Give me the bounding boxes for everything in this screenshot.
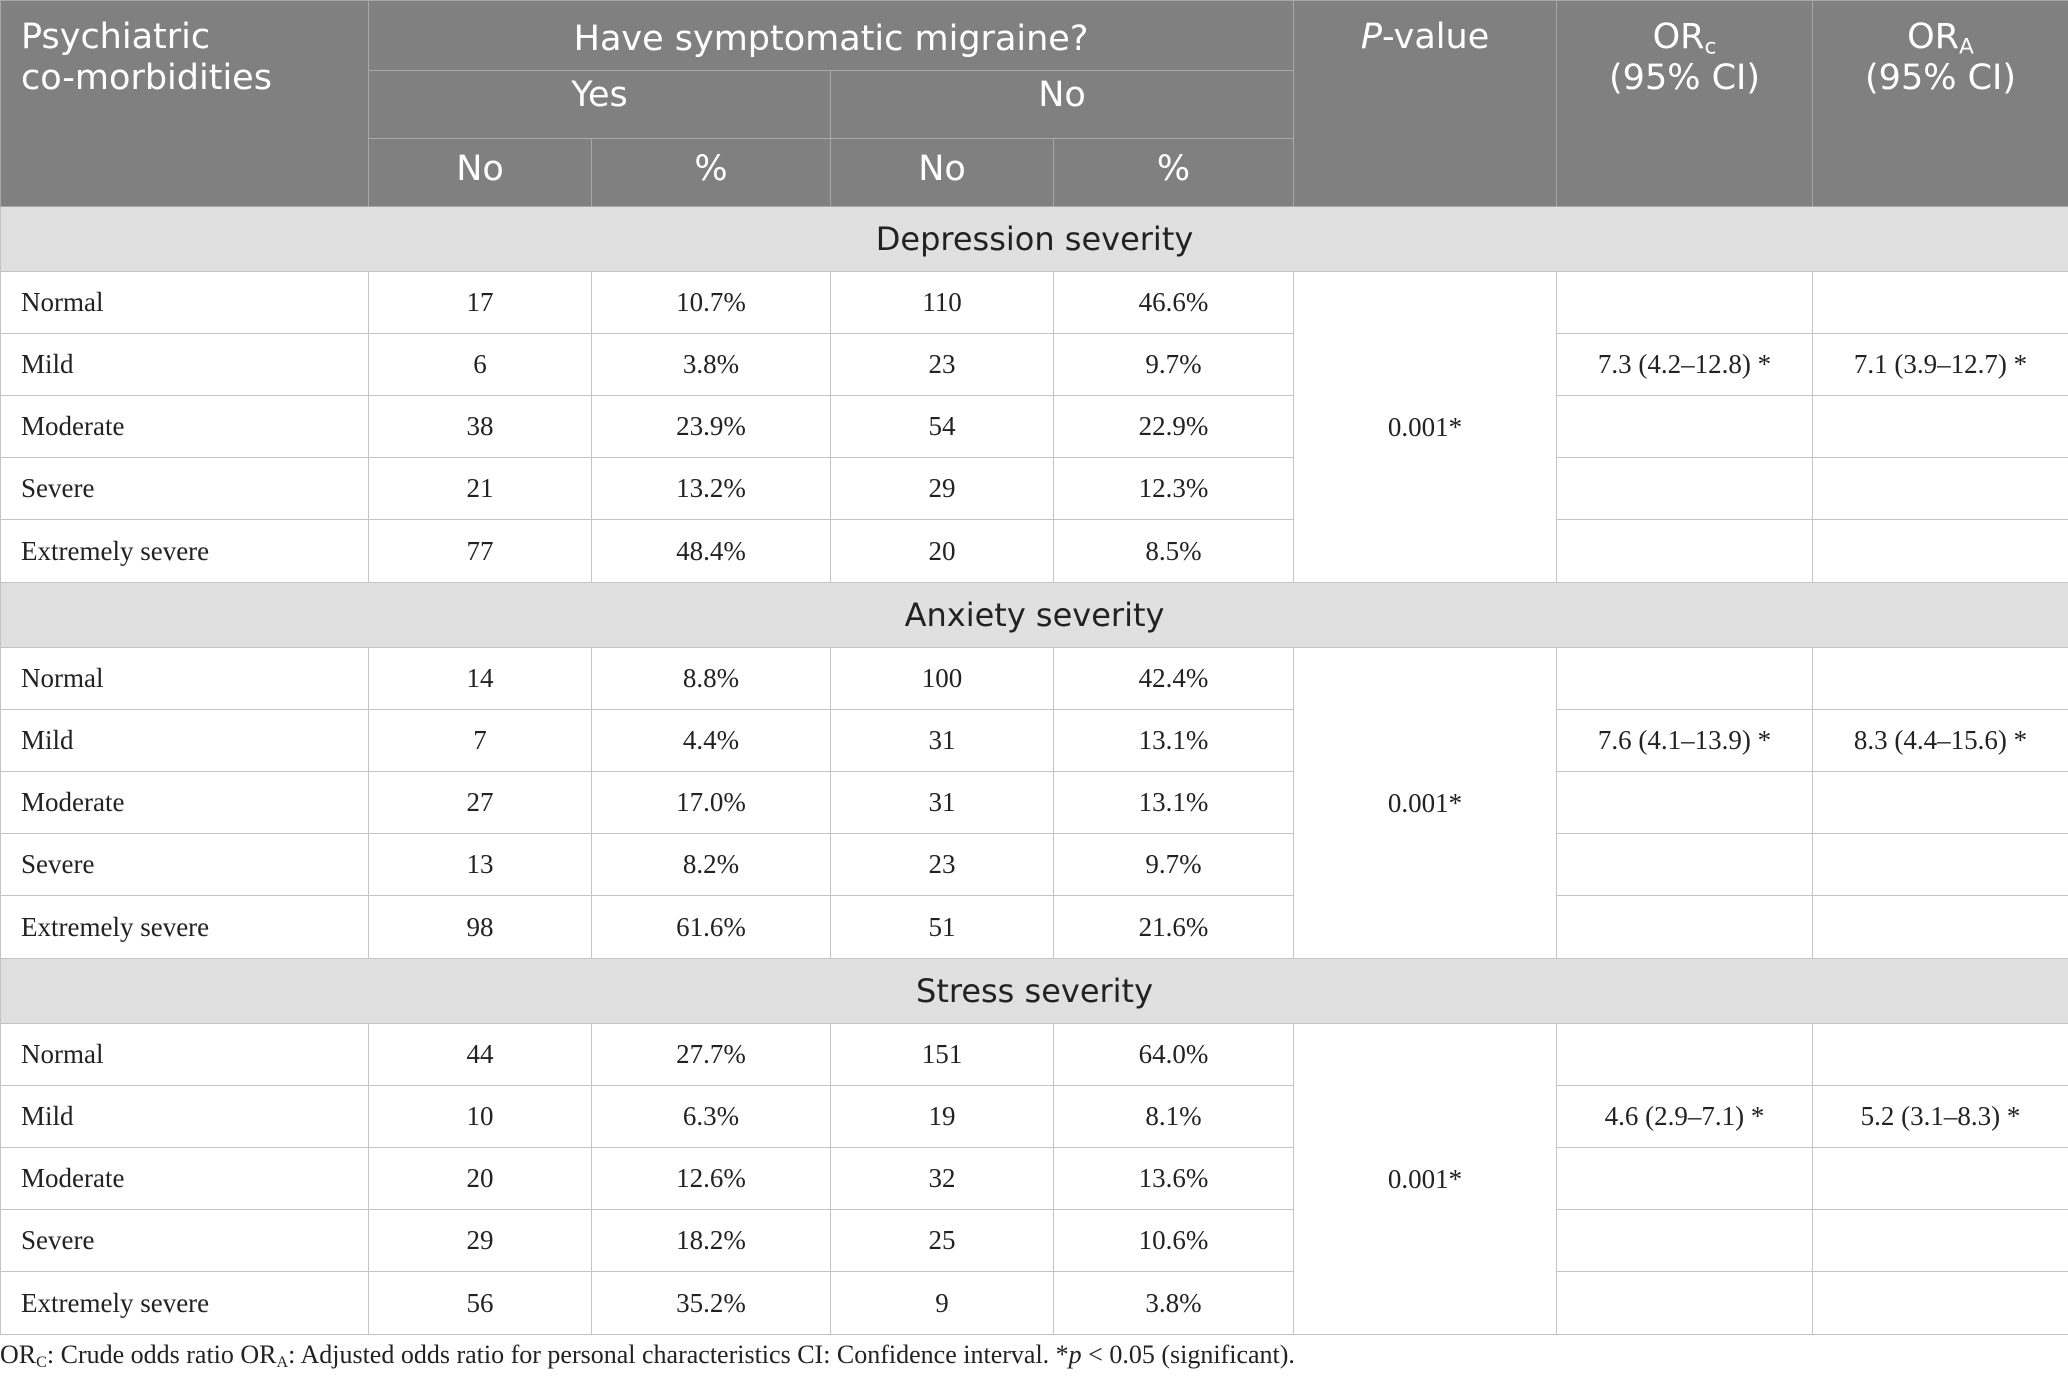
table-header — [1, 1, 2068, 207]
no-count-cell: 31 — [831, 710, 1054, 772]
table-row — [1, 272, 2068, 334]
footnote-p-italic: p — [1068, 1340, 1082, 1369]
or-crude-cell — [1557, 772, 1813, 834]
or-adjusted-cell — [1813, 772, 2068, 834]
section-header-row — [1, 959, 2068, 1024]
or-crude-cell — [1557, 1148, 1813, 1210]
or-adjusted-cell: 5.2 (3.1–8.3) * — [1813, 1086, 2068, 1148]
severity-label: Normal — [1, 272, 369, 334]
no-count-cell: 9 — [831, 1272, 1054, 1335]
no-percent-cell: 3.8% — [1054, 1272, 1294, 1335]
no-percent-cell: 42.4% — [1054, 648, 1294, 710]
p-value-cell: 0.001* — [1294, 648, 1557, 959]
or-adjusted-cell — [1813, 1024, 2068, 1086]
no-count-cell: 25 — [831, 1210, 1054, 1272]
or-crude-ci: (95% CI) — [1609, 58, 1761, 98]
no-percent-cell: 21.6% — [1054, 896, 1294, 959]
no-count-cell: 31 — [831, 772, 1054, 834]
yes-count-cell: 13 — [369, 834, 592, 896]
yes-percent-cell: 17.0% — [592, 772, 831, 834]
section-title: Anxiety severity — [1, 583, 2068, 648]
p-value-rest: -value — [1381, 17, 1490, 57]
or-crude-cell — [1557, 520, 1813, 583]
yes-count-cell: 27 — [369, 772, 592, 834]
or-crude-sub: c — [1704, 34, 1717, 60]
footnote-orc-sub: C — [36, 1354, 47, 1372]
or-adjusted-cell — [1813, 396, 2068, 458]
table-row — [1, 520, 2068, 583]
no-header: No — [831, 71, 1294, 139]
severity-label: Severe — [1, 834, 369, 896]
yes-percent-cell: 6.3% — [592, 1086, 831, 1148]
no-count-cell: 29 — [831, 458, 1054, 520]
no-percent-cell: 13.1% — [1054, 710, 1294, 772]
row-label-line2: co-morbidities — [21, 58, 272, 98]
or-adjusted-cell — [1813, 1210, 2068, 1272]
yes-percent-cell: 18.2% — [592, 1210, 831, 1272]
migraine-group-header: Have symptomatic migraine? — [369, 1, 1294, 71]
footnote-tail: < 0.05 (significant). — [1081, 1340, 1295, 1369]
table-row — [1, 834, 2068, 896]
no-percent-cell: 8.5% — [1054, 520, 1294, 583]
or-crude-cell — [1557, 458, 1813, 520]
or-adjusted-cell — [1813, 1148, 2068, 1210]
yes-count-cell: 20 — [369, 1148, 592, 1210]
no-count-cell: 54 — [831, 396, 1054, 458]
table-row — [1, 1148, 2068, 1210]
severity-label: Moderate — [1, 396, 369, 458]
or-crude-cell — [1557, 896, 1813, 959]
yes-count-header: No — [369, 139, 592, 207]
p-value-header — [1294, 1, 1557, 207]
or-adjusted-cell — [1813, 834, 2068, 896]
no-count-cell: 19 — [831, 1086, 1054, 1148]
no-count-cell: 110 — [831, 272, 1054, 334]
or-adjusted-cell: 7.1 (3.9–12.7) * — [1813, 334, 2068, 396]
yes-count-cell: 10 — [369, 1086, 592, 1148]
severity-label: Extremely severe — [1, 896, 369, 959]
yes-count-cell: 56 — [369, 1272, 592, 1335]
yes-count-cell: 29 — [369, 1210, 592, 1272]
or-crude-cell — [1557, 834, 1813, 896]
section-header-row — [1, 207, 2068, 272]
yes-count-cell: 17 — [369, 272, 592, 334]
yes-percent-cell: 35.2% — [592, 1272, 831, 1335]
or-crude-cell: 7.3 (4.2–12.8) * — [1557, 334, 1813, 396]
or-crude-header — [1557, 1, 1813, 207]
or-crude-cell — [1557, 1210, 1813, 1272]
yes-percent-cell: 12.6% — [592, 1148, 831, 1210]
or-crude-cell: 7.6 (4.1–13.9) * — [1557, 710, 1813, 772]
or-crude-cell — [1557, 648, 1813, 710]
no-percent-cell: 12.3% — [1054, 458, 1294, 520]
or-crude-cell — [1557, 1024, 1813, 1086]
or-crude-cell — [1557, 1272, 1813, 1335]
table-row — [1, 772, 2068, 834]
yes-count-cell: 21 — [369, 458, 592, 520]
yes-percent-header: % — [592, 139, 831, 207]
p-value-cell: 0.001* — [1294, 1024, 1557, 1335]
no-percent-cell: 22.9% — [1054, 396, 1294, 458]
no-count-cell: 100 — [831, 648, 1054, 710]
severity-label: Extremely severe — [1, 1272, 369, 1335]
p-value-cell: 0.001* — [1294, 272, 1557, 583]
yes-percent-cell: 61.6% — [592, 896, 831, 959]
section-header-row — [1, 583, 2068, 648]
severity-label: Severe — [1, 458, 369, 520]
yes-count-cell: 14 — [369, 648, 592, 710]
no-percent-cell: 13.1% — [1054, 772, 1294, 834]
row-label-header — [1, 1, 369, 207]
no-percent-cell: 46.6% — [1054, 272, 1294, 334]
yes-percent-cell: 13.2% — [592, 458, 831, 520]
table-row — [1, 396, 2068, 458]
or-adjusted-cell — [1813, 520, 2068, 583]
or-adjusted-header — [1813, 1, 2068, 207]
yes-percent-cell: 48.4% — [592, 520, 831, 583]
table-row — [1, 648, 2068, 710]
yes-count-cell: 98 — [369, 896, 592, 959]
no-count-header: No — [831, 139, 1054, 207]
no-count-cell: 32 — [831, 1148, 1054, 1210]
no-count-cell: 23 — [831, 834, 1054, 896]
yes-count-cell: 44 — [369, 1024, 592, 1086]
or-adjusted-cell — [1813, 648, 2068, 710]
table-row — [1, 1210, 2068, 1272]
footnote-orc-main: OR — [0, 1340, 37, 1369]
severity-label: Mild — [1, 710, 369, 772]
no-percent-cell: 9.7% — [1054, 334, 1294, 396]
table-row — [1, 710, 2068, 772]
no-count-cell: 151 — [831, 1024, 1054, 1086]
yes-percent-cell: 10.7% — [592, 272, 831, 334]
or-adjusted-cell — [1813, 272, 2068, 334]
or-crude-cell: 4.6 (2.9–7.1) * — [1557, 1086, 1813, 1148]
row-label-line1: Psychiatric — [21, 17, 211, 57]
or-crude-cell — [1557, 272, 1813, 334]
footnote-ora-text: : Adjusted odds ratio for personal characteristics CI: Confidence interval. * — [288, 1340, 1069, 1369]
no-percent-cell: 9.7% — [1054, 834, 1294, 896]
or-adjusted-sub: A — [1959, 34, 1974, 60]
table-row — [1, 896, 2068, 959]
or-adjusted-main: OR — [1907, 17, 1960, 57]
or-crude-cell — [1557, 396, 1813, 458]
p-value-italic: P — [1360, 17, 1382, 57]
no-count-cell: 20 — [831, 520, 1054, 583]
no-percent-cell: 64.0% — [1054, 1024, 1294, 1086]
section-title: Depression severity — [1, 207, 2068, 272]
severity-label: Mild — [1, 1086, 369, 1148]
no-percent-cell: 8.1% — [1054, 1086, 1294, 1148]
severity-label: Moderate — [1, 772, 369, 834]
table-row — [1, 1086, 2068, 1148]
severity-label: Severe — [1, 1210, 369, 1272]
severity-label: Extremely severe — [1, 520, 369, 583]
or-adjusted-cell — [1813, 896, 2068, 959]
yes-percent-cell: 27.7% — [592, 1024, 831, 1086]
or-adjusted-cell: 8.3 (4.4–15.6) * — [1813, 710, 2068, 772]
yes-count-cell: 7 — [369, 710, 592, 772]
footnote-ora-sub: A — [276, 1354, 289, 1372]
table-body — [1, 207, 2068, 1335]
no-count-cell: 23 — [831, 334, 1054, 396]
no-percent-cell: 10.6% — [1054, 1210, 1294, 1272]
severity-label: Mild — [1, 334, 369, 396]
yes-header: Yes — [369, 71, 831, 139]
yes-percent-cell: 8.8% — [592, 648, 831, 710]
table-row — [1, 334, 2068, 396]
no-percent-cell: 13.6% — [1054, 1148, 1294, 1210]
severity-label: Normal — [1, 648, 369, 710]
section-title: Stress severity — [1, 959, 2068, 1024]
or-crude-main: OR — [1652, 17, 1705, 57]
or-adjusted-ci: (95% CI) — [1865, 58, 2017, 98]
table-row — [1, 1272, 2068, 1335]
severity-label: Normal — [1, 1024, 369, 1086]
yes-percent-cell: 23.9% — [592, 396, 831, 458]
yes-count-cell: 77 — [369, 520, 592, 583]
or-adjusted-cell — [1813, 458, 2068, 520]
yes-percent-cell: 8.2% — [592, 834, 831, 896]
table-footnote — [0, 1340, 1295, 1370]
or-adjusted-cell — [1813, 1272, 2068, 1335]
footnote-orc-text: : Crude odds ratio — [46, 1340, 241, 1369]
table-row — [1, 458, 2068, 520]
yes-percent-cell: 3.8% — [592, 334, 831, 396]
table-row — [1, 1024, 2068, 1086]
no-count-cell: 51 — [831, 896, 1054, 959]
yes-count-cell: 38 — [369, 396, 592, 458]
severity-label: Moderate — [1, 1148, 369, 1210]
yes-count-cell: 6 — [369, 334, 592, 396]
footnote-ora-main: OR — [240, 1340, 277, 1369]
no-percent-header: % — [1054, 139, 1294, 207]
yes-percent-cell: 4.4% — [592, 710, 831, 772]
